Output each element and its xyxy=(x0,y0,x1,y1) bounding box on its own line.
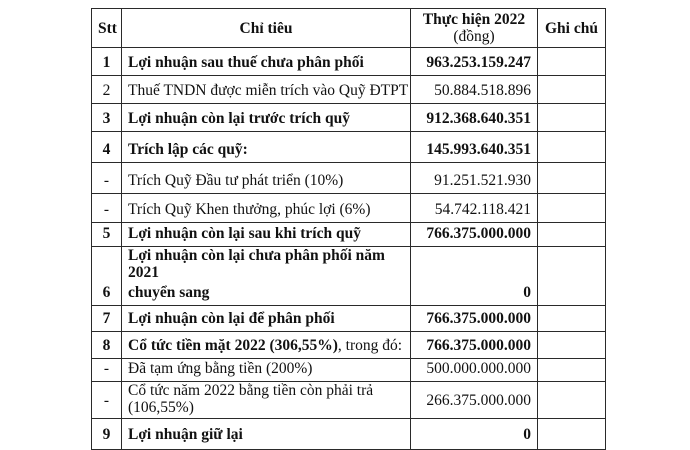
header-stt: Stt xyxy=(92,9,122,48)
row-value: 766.375.000.000 xyxy=(411,332,538,359)
row-note xyxy=(538,223,606,247)
header-value xyxy=(411,9,538,48)
table-row xyxy=(92,48,606,76)
row-stt: 2 xyxy=(92,76,122,104)
row-item-line2: (106,55%) xyxy=(128,399,194,416)
row-note xyxy=(538,104,606,132)
row-stt: 1 xyxy=(92,48,122,76)
table-row xyxy=(92,247,606,306)
row-item: Trích Quỹ Khen thưởng, phúc lợi (6%) xyxy=(122,194,411,223)
row-item-line1: Cổ tức năm 2022 bằng tiền còn phải trả xyxy=(128,382,374,399)
row-note xyxy=(538,194,606,223)
row-item: Đã tạm ứng bằng tiền (200%) xyxy=(122,359,411,382)
row-item xyxy=(122,247,411,306)
table-row xyxy=(92,104,606,132)
table-row xyxy=(92,382,606,419)
table-row xyxy=(92,359,606,382)
row-stt: - xyxy=(92,359,122,382)
row-stt: 4 xyxy=(92,132,122,163)
row-note xyxy=(538,163,606,194)
profit-distribution-table xyxy=(91,8,606,450)
row-stt: - xyxy=(92,382,122,419)
row-item: Thuế TNDN được miễn trích vào Quỹ ĐTPT xyxy=(122,76,411,104)
row-value: 145.993.640.351 xyxy=(411,132,538,163)
row-item: Lợi nhuận giữ lại xyxy=(122,419,411,450)
row-value: 266.375.000.000 xyxy=(411,382,538,419)
row-stt: 8 xyxy=(92,332,122,359)
row-stt: 9 xyxy=(92,419,122,450)
row-item-line1: Lợi nhuận còn lại chưa phân phối năm 2021 xyxy=(128,247,385,281)
row-value: 50.884.518.896 xyxy=(411,76,538,104)
row-value: 963.253.159.247 xyxy=(411,48,538,76)
row-stt: 5 xyxy=(92,223,122,247)
table-row xyxy=(92,76,606,104)
header-row xyxy=(92,9,606,48)
table-row xyxy=(92,332,606,359)
header-value-line2: (đồng) xyxy=(453,28,495,45)
row-value: 912.368.640.351 xyxy=(411,104,538,132)
row-value: 54.742.118.421 xyxy=(411,194,538,223)
header-item: Chỉ tiêu xyxy=(122,9,411,48)
row-note xyxy=(538,247,606,306)
row-item-line2: chuyển sang xyxy=(128,284,210,301)
row-stt: 6 xyxy=(92,247,122,306)
row-note xyxy=(538,132,606,163)
row-note xyxy=(538,306,606,332)
table-row xyxy=(92,163,606,194)
table-row xyxy=(92,194,606,223)
row-item xyxy=(122,332,411,359)
table-row xyxy=(92,306,606,332)
row-note xyxy=(538,382,606,419)
row-item-bold: Cổ tức tiền mặt 2022 (306,55%) xyxy=(128,337,338,354)
row-item-rest: , trong đó: xyxy=(337,337,403,354)
row-stt: - xyxy=(92,163,122,194)
row-item: Trích Quỹ Đầu tư phát triển (10%) xyxy=(122,163,411,194)
row-value: 766.375.000.000 xyxy=(411,306,538,332)
row-item: Trích lập các quỹ: xyxy=(122,132,411,163)
row-stt: - xyxy=(92,194,122,223)
row-value: 91.251.521.930 xyxy=(411,163,538,194)
row-value: 0 xyxy=(411,247,538,306)
table-row xyxy=(92,223,606,247)
row-stt: 3 xyxy=(92,104,122,132)
row-stt: 7 xyxy=(92,306,122,332)
row-note xyxy=(538,332,606,359)
row-note xyxy=(538,48,606,76)
row-item: Lợi nhuận sau thuế chưa phân phối xyxy=(122,48,411,76)
row-value: 0 xyxy=(411,419,538,450)
row-note xyxy=(538,419,606,450)
table-row xyxy=(92,132,606,163)
row-item: Lợi nhuận còn lại sau khi trích quỹ xyxy=(122,223,411,247)
row-note xyxy=(538,359,606,382)
row-value: 766.375.000.000 xyxy=(411,223,538,247)
row-value: 500.000.000.000 xyxy=(411,359,538,382)
header-note: Ghi chú xyxy=(538,9,606,48)
row-item xyxy=(122,382,411,419)
table-row xyxy=(92,419,606,450)
row-note xyxy=(538,76,606,104)
header-value-line1: Thực hiện 2022 xyxy=(422,11,526,28)
row-item: Lợi nhuận còn lại để phân phối xyxy=(122,306,411,332)
row-item: Lợi nhuận còn lại trước trích quỹ xyxy=(122,104,411,132)
